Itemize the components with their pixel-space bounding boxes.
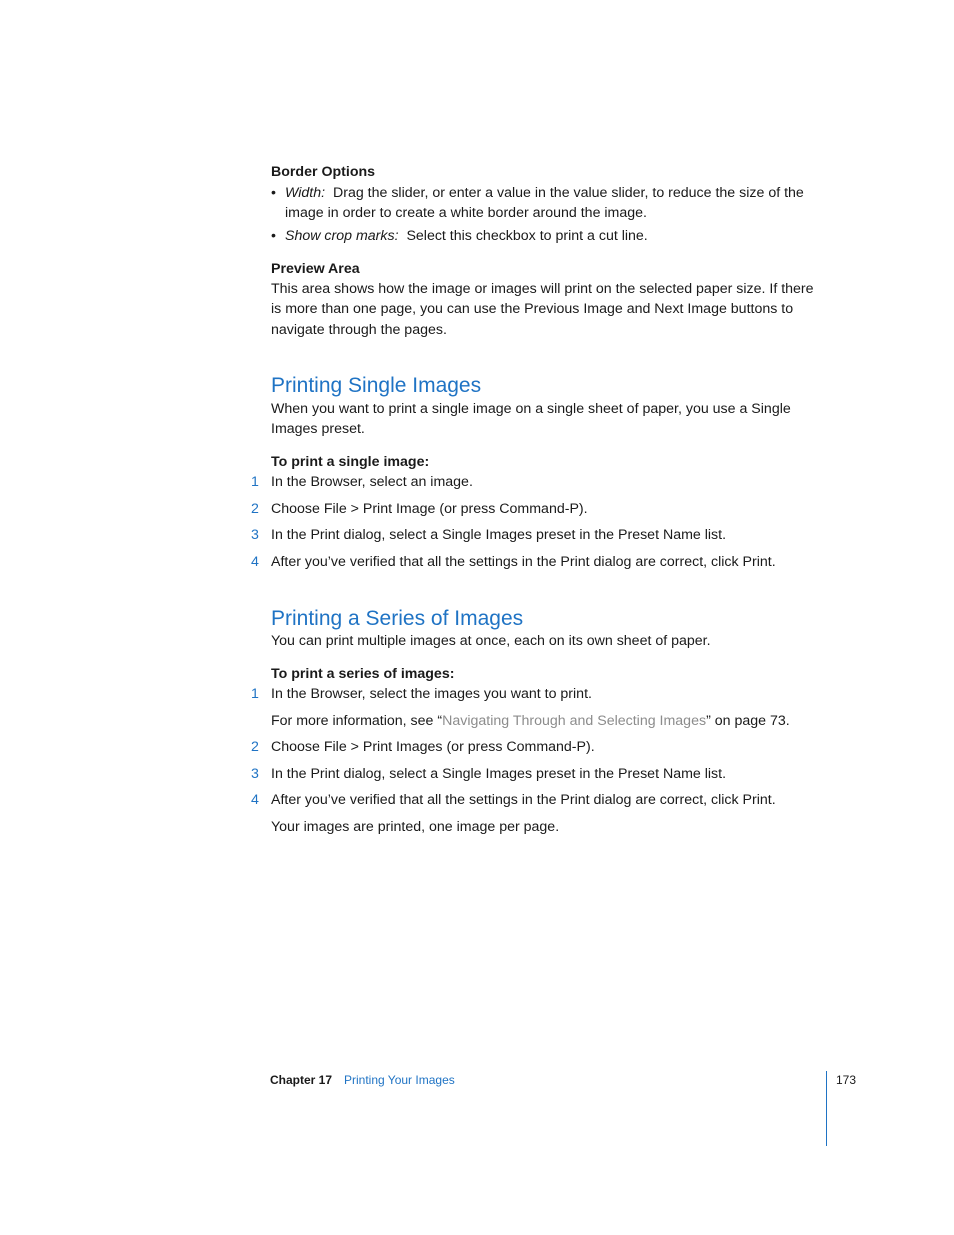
step-number: 1	[251, 686, 259, 702]
preview-area-heading: Preview Area	[271, 261, 360, 277]
bullet-crop-text: Select this checkbox to print a cut line.	[406, 228, 648, 244]
bullet-marker: •	[271, 185, 276, 201]
bullet-width-text: Drag the slider, or enter a value in the value slider, to reduce the size of the	[332, 185, 804, 201]
preview-area-line1: This area shows how the image or images will print on the selected paper size. If there	[271, 281, 814, 297]
series-result: Your images are printed, one image per page.	[271, 819, 560, 835]
page-number: 173	[836, 1073, 857, 1087]
step-number: 3	[251, 766, 259, 782]
bullet-width-line2: image in order to create a white border around the image.	[285, 205, 647, 221]
step-number: 3	[251, 527, 259, 543]
more-info-suffix: ” on page 73.	[706, 713, 790, 729]
step-number: 4	[251, 554, 259, 570]
series-task-heading: To print a series of images:	[271, 666, 455, 682]
preview-area-line3: navigate through the pages.	[271, 322, 447, 338]
step-number: 1	[251, 474, 259, 490]
single-intro-line1: When you want to print a single image on a single sheet of paper, you use a Single	[271, 401, 791, 417]
step-number: 2	[251, 501, 259, 517]
single-step-2: Choose File > Print Image (or press Command-P).	[271, 501, 588, 517]
bullet-width-line1	[285, 183, 804, 204]
step-number: 4	[251, 792, 259, 808]
section-title-series-images: Printing a Series of Images	[271, 607, 524, 630]
bullet-term-width: Width:	[285, 185, 326, 201]
series-more-info	[271, 711, 790, 732]
bullet-term-crop: Show crop marks:	[285, 228, 399, 244]
single-task-heading: To print a single image:	[271, 454, 430, 470]
step-number: 2	[251, 739, 259, 755]
single-step-3: In the Print dialog, select a Single Images preset in the Preset Name list.	[271, 527, 727, 543]
preview-area-line2: is more than one page, you can use the Previous Image and Next Image buttons to	[271, 301, 794, 317]
footer-chapter-label: Chapter 17	[270, 1073, 333, 1087]
footer-chapter-title: Printing Your Images	[344, 1073, 455, 1087]
single-intro-line2: Images preset.	[271, 421, 365, 437]
series-step-2: Choose File > Print Images (or press Command-P).	[271, 739, 595, 755]
single-step-1: In the Browser, select an image.	[271, 474, 473, 490]
section-title-single-images: Printing Single Images	[271, 374, 482, 397]
bullet-crop-marks	[285, 226, 648, 247]
bullet-marker: •	[271, 228, 276, 244]
cross-reference-link[interactable]: Navigating Through and Selecting Images	[442, 713, 707, 729]
series-step-1: In the Browser, select the images you want to print.	[271, 686, 592, 702]
single-step-4: After you’ve verified that all the settings in the Print dialog are correct, click Print.	[271, 554, 776, 570]
more-info-prefix: For more information, see “	[271, 713, 443, 729]
border-options-heading: Border Options	[271, 164, 376, 180]
series-intro: You can print multiple images at once, each on its own sheet of paper.	[271, 633, 711, 649]
series-step-4: After you’ve verified that all the settings in the Print dialog are correct, click Print.	[271, 792, 776, 808]
footer-divider	[826, 1071, 827, 1146]
series-step-3: In the Print dialog, select a Single Images preset in the Preset Name list.	[271, 766, 727, 782]
